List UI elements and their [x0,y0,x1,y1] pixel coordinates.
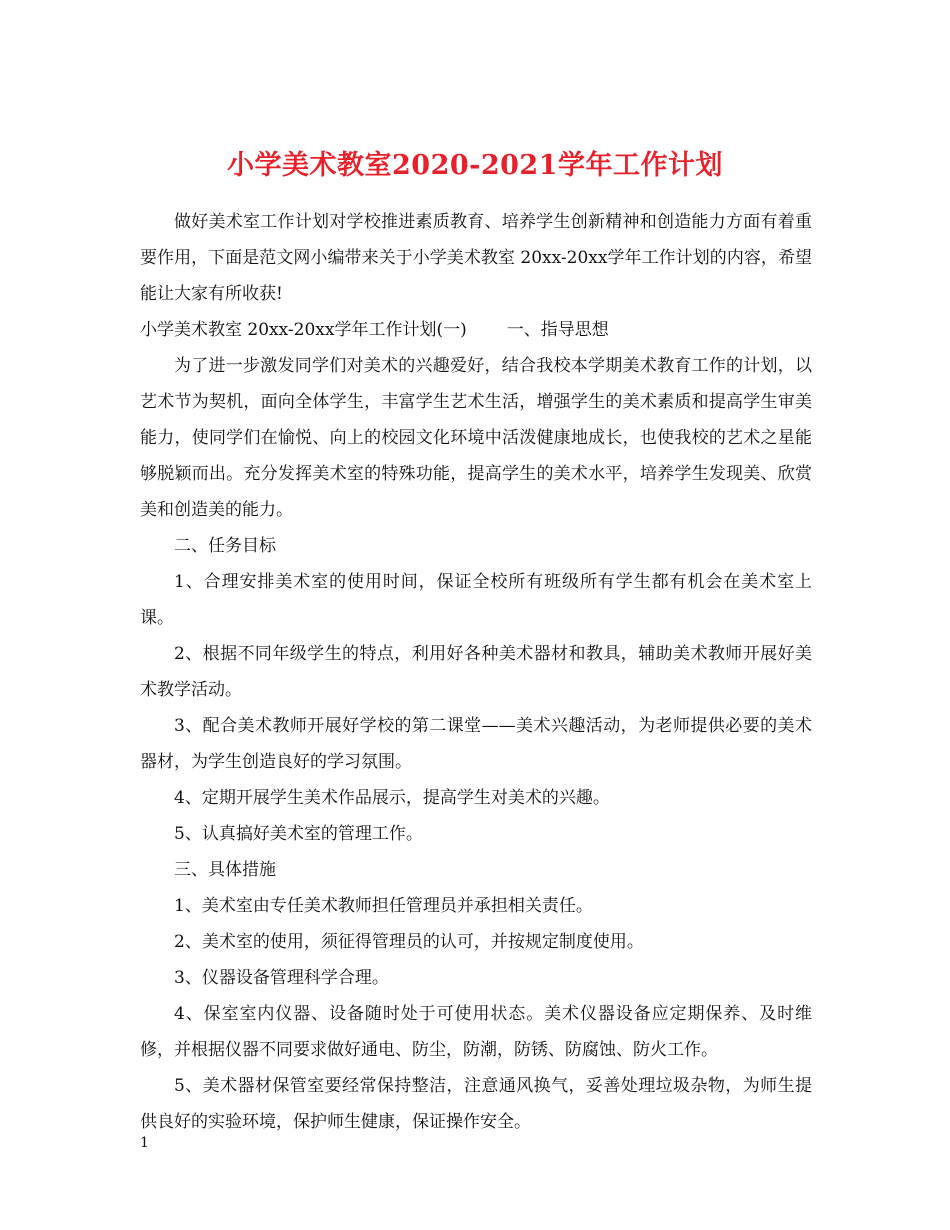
document-body [140,204,812,1140]
plan-heading-line [140,312,812,348]
section-one-heading: 一、指导思想 [506,320,609,340]
task-item: 5、认真搞好美术室的管理工作。 [174,824,423,844]
section-two-heading: 二、任务目标 [174,536,276,556]
measure-item: 4、保室室内仪器、设备随时处于可使用状态。美术仪器设备应定期保养、及时维修，并根据仪器不同要求做好通电、防尘，防潮，防锈、防腐蚀、防火工作。 [140,1004,812,1060]
measure-item: 3、仪器设备管理科学合理。 [174,968,389,988]
page-number: 1 [140,1135,149,1151]
task-item: 4、定期开展学生美术作品展示，提高学生对美术的兴趣。 [174,788,610,808]
task-item: 1、合理安排美术室的使用时间，保证全校所有班级所有学生都有机会在美术室上课。 [140,572,812,628]
document-title: 小学美术教室2020-2021学年工作计划 [227,150,723,182]
measure-item: 2、美术室的使用，须征得管理员的认可，并按规定制度使用。 [174,932,644,952]
plan-name: 小学美术教室 20xx-20xx学年工作计划(一) [140,320,467,340]
task-item: 3、配合美术教师开展好学校的第二课堂——美术兴趣活动，为老师提供必要的美术器材，为学生创造良好的学习氛围。 [140,716,812,772]
measure-item: 1、美术室由专任美术教师担任管理员并承担相关责任。 [174,896,593,916]
task-item: 2、根据不同年级学生的特点，利用好各种美术器材和教具，辅助美术教师开展好美术教学活动。 [140,644,812,700]
guiding-paragraph: 为了进一步激发同学们对美术的兴趣爱好，结合我校本学期美术教育工作的计划，以艺术节为契机，面向全体学生，丰富学生艺术生活，增强学生的美术素质和提高学生审美能力，使同学们在愉悦、向上的校园文化环境中活泼健康地成长，也使我校的艺术之星能够脱颖而出。充分发挥美术室的特殊功能，提高学生的美术水平，培养学生发现美、欣赏美和创造美的能力。 [140,356,812,520]
section-three-heading: 三、具体措施 [174,860,276,880]
intro-paragraph: 做好美术室工作计划对学校推进素质教育、培养学生创新精神和创造能力方面有着重要作用，下面是范文网小编带来关于小学美术教室 20xx-20xx学年工作计划的内容，希望能让大家有所收获! [140,212,812,304]
measure-item: 5、美术器材保管室要经常保持整洁，注意通风换气，妥善处理垃圾杂物，为师生提供良好的实验环境，保护师生健康，保证操作安全。 [140,1076,812,1132]
